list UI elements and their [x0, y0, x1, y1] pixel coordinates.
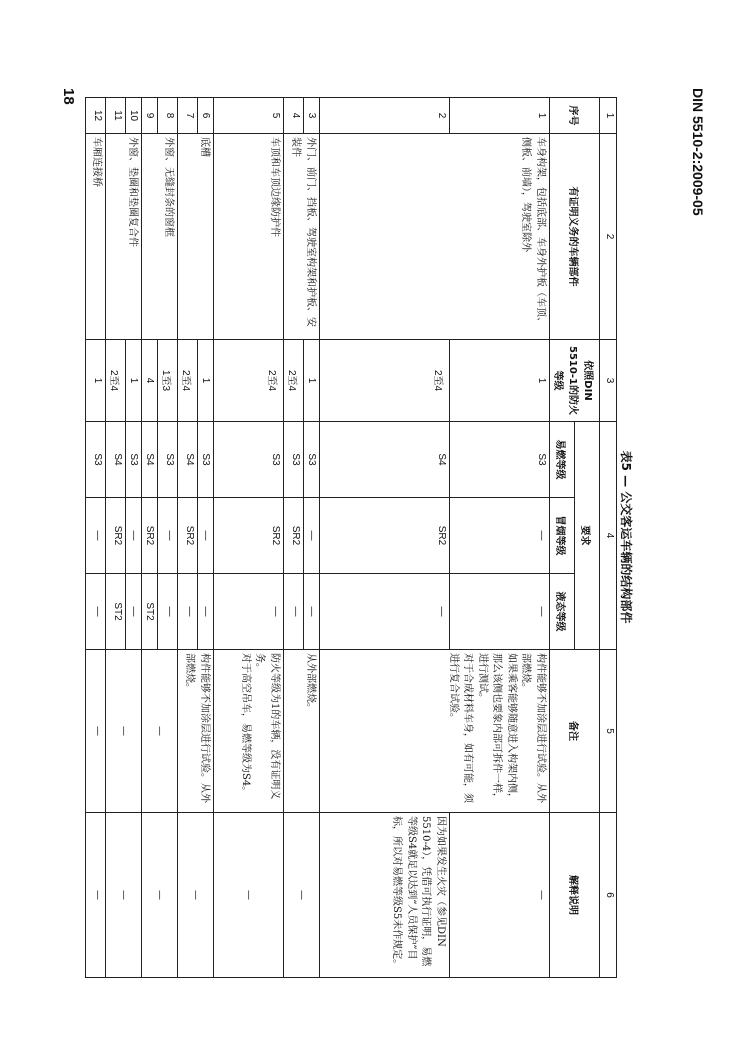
- drip-cell: —: [178, 574, 198, 650]
- part-cell: 车身构架，包括底部、车身外护板（车顶、侧板、前墙），驾驶室除外: [320, 134, 550, 340]
- drip-cell: —: [158, 574, 178, 650]
- seq-cell: 3: [304, 98, 320, 134]
- header-flammability: 易燃等级: [550, 422, 575, 498]
- part-cell: 外窗、无缝封条的窗框: [142, 134, 178, 340]
- header-requirements: 要求: [575, 422, 600, 650]
- table-row: [198, 98, 214, 978]
- header-din-class: 依照DIN 5510-1的防火等级: [550, 340, 600, 422]
- seq-cell: 8: [158, 98, 178, 134]
- smoke-cell: SR2: [214, 498, 284, 574]
- part-cell: 外窗、垫圈和垫圈复合件: [106, 134, 142, 340]
- din-class-cell: 1: [304, 340, 320, 422]
- din-class-cell: 2至4: [320, 340, 450, 422]
- column-number: 6: [600, 813, 617, 978]
- table-row: [450, 98, 550, 978]
- page-header-standard: DIN 5510-2:2009-05: [690, 88, 706, 216]
- flammability-cell: S3: [126, 422, 142, 498]
- header-remark: 备注: [550, 650, 600, 813]
- header-seq: 序号: [550, 98, 600, 134]
- explanation-cell: —: [450, 813, 550, 978]
- drip-cell: —: [284, 574, 304, 650]
- drip-cell: —: [320, 574, 450, 650]
- remark-cell: —: [86, 650, 106, 813]
- flammability-cell: S4: [178, 422, 198, 498]
- part-cell: 底槽: [178, 134, 214, 340]
- drip-cell: —: [214, 574, 284, 650]
- drip-cell: ST2: [142, 574, 158, 650]
- table-title: 表5 — 公交客运车辆的结构部件: [619, 450, 633, 624]
- flammability-cell: S3: [158, 422, 178, 498]
- seq-cell: 4: [284, 98, 304, 134]
- seq-cell: 6: [198, 98, 214, 134]
- din-class-cell: 2至4: [106, 340, 126, 422]
- seq-cell: 7: [178, 98, 198, 134]
- table-body: [86, 98, 550, 978]
- smoke-cell: SR2: [106, 498, 126, 574]
- column-number: 5: [600, 650, 617, 813]
- seq-cell: 2: [320, 98, 450, 134]
- din-class-cell: 2至4: [178, 340, 198, 422]
- table-row: [304, 98, 320, 978]
- smoke-cell: SR2: [284, 498, 304, 574]
- remark-cell: —: [142, 650, 178, 813]
- smoke-cell: —: [450, 498, 550, 574]
- flammability-cell: S4: [142, 422, 158, 498]
- din-class-cell: 1: [86, 340, 106, 422]
- drip-cell: —: [304, 574, 320, 650]
- table-row: [86, 98, 106, 978]
- din-class-cell: 4: [142, 340, 158, 422]
- smoke-cell: —: [198, 498, 214, 574]
- flammability-cell: S4: [320, 422, 450, 498]
- smoke-cell: SR2: [320, 498, 450, 574]
- flammability-cell: S3: [198, 422, 214, 498]
- column-number: 1: [600, 98, 617, 134]
- page-number: 18: [60, 88, 77, 105]
- header-smoke: 冒烟等级: [550, 498, 575, 574]
- din-class-cell: 1: [450, 340, 550, 422]
- din-class-cell: 2至4: [284, 340, 304, 422]
- seq-cell: 1: [450, 98, 550, 134]
- column-number: 2: [600, 134, 617, 340]
- rotated-table-block: [91, 97, 635, 977]
- explanation-cell: 因为如果发生火灾（参见DIN 5510-4），凭借可执行证明，易燃等级S4就足以达到“人员保护”目标，所以对易燃等级S5未作规定。: [320, 813, 450, 978]
- remark-cell: [320, 650, 550, 813]
- drip-cell: ST2: [106, 574, 126, 650]
- explanation-cell: —: [106, 813, 142, 978]
- smoke-cell: —: [86, 498, 106, 574]
- seq-cell: 9: [142, 98, 158, 134]
- explanation-cell: —: [284, 813, 320, 978]
- column-number: 4: [600, 422, 617, 650]
- remark-cell: 从外部燃烧。: [284, 650, 320, 813]
- flammability-cell: S3: [214, 422, 284, 498]
- seq-cell: 5: [214, 98, 284, 134]
- seq-cell: 10: [126, 98, 142, 134]
- din-class-cell: 1: [126, 340, 142, 422]
- drip-cell: —: [126, 574, 142, 650]
- explanation-cell: —: [214, 813, 284, 978]
- drip-cell: —: [86, 574, 106, 650]
- part-cell: 车厢连接桥: [86, 134, 106, 340]
- column-number-row: [600, 98, 617, 978]
- remark-line: 如果乘客能够随意进入构架内侧，那么该侧也要象内部可拆件一样，进行测试。 对于合成材料车身，如有可能，须进行复合试验。: [448, 653, 517, 804]
- drip-cell: —: [450, 574, 550, 650]
- smoke-cell: —: [126, 498, 142, 574]
- header-part: 有证明义务的车辆部件: [550, 134, 600, 340]
- explanation-cell: —: [142, 813, 178, 978]
- remark-cell: 防火等级为1的车辆，没有证明义务。 对于高空吊车，易燃等级为S4。: [214, 650, 284, 813]
- seq-cell: 12: [86, 98, 106, 134]
- header-row: [575, 98, 600, 978]
- din-class-cell: 1至3: [158, 340, 178, 422]
- explanation-cell: —: [178, 813, 214, 978]
- flammability-cell: S3: [86, 422, 106, 498]
- smoke-cell: —: [158, 498, 178, 574]
- smoke-cell: —: [304, 498, 320, 574]
- drip-cell: —: [198, 574, 214, 650]
- flammability-cell: S3: [284, 422, 304, 498]
- remark-cell: 构件能够不加涂层进行试验。从外部燃烧。: [178, 650, 214, 813]
- remark-cell: —: [106, 650, 142, 813]
- din-class-cell: 1: [198, 340, 214, 422]
- remark-line: 构件能够不加涂层进行试验。从外部燃烧。: [520, 653, 546, 804]
- part-cell: 外门、前门、挡板、驾驶室构架和护板、安装件: [284, 134, 320, 340]
- smoke-cell: SR2: [142, 498, 158, 574]
- header-explanation: 解释说明: [550, 813, 600, 978]
- din-class-cell: 2至4: [214, 340, 284, 422]
- structure-parts-table: [86, 97, 618, 978]
- flammability-cell: S4: [106, 422, 126, 498]
- part-cell: 车顶和车顶边缘防护件: [214, 134, 284, 340]
- smoke-cell: SR2: [178, 498, 198, 574]
- column-number: 3: [600, 340, 617, 422]
- table-row: [126, 98, 142, 978]
- seq-cell: 11: [106, 98, 126, 134]
- flammability-cell: S3: [450, 422, 550, 498]
- flammability-cell: S3: [304, 422, 320, 498]
- explanation-cell: —: [86, 813, 106, 978]
- table-row: [214, 98, 284, 978]
- table-row: [158, 98, 178, 978]
- header-drip: 液态等级: [550, 574, 575, 650]
